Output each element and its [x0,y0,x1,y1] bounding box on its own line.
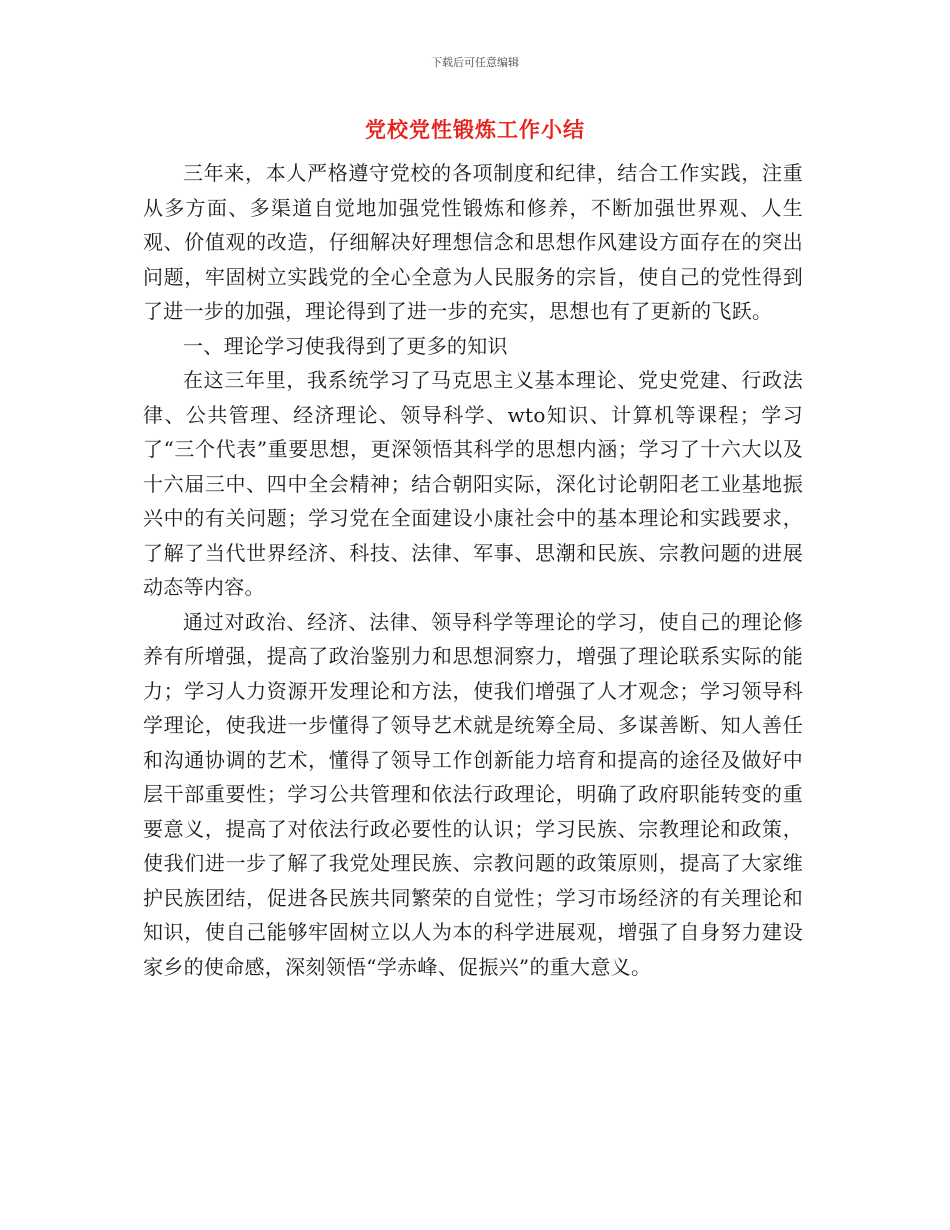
section-heading-1: 一、理论学习使我得到了更多的知识 [183,333,508,358]
paragraph-study-content: 在这三年里，我系统学习了马克思主义基本理论、党史党建、行政法律、公共管理、经济理论、领导科学、wto知识、计算机等课程；学习了“三个代表”重要思想，更深领悟其科学的思想内涵；学习了十六大以及十六届三中、四中全会精神；结合朝阳实际，深化讨论朝阳老工业基地振兴中的有关问题；学习党在全面建设小康社会中的基本理论和实践要求，了解了当代世界经济、科技、法律、军事、思潮和民族、宗教问题的进展动态等内容。 [143,368,803,599]
paragraph-study-outcomes: 通过对政治、经济、法律、领导科学等理论的学习，使自己的理论修养有所增强，提高了政治鉴别力和思想洞察力，增强了理论联系实际的能力；学习人力资源开发理论和方法，使我们增强了人才观念；学习领导科学理论，使我进一步懂得了领导艺术就是统筹全局、多谋善断、知人善任和沟通协调的艺术，懂得了领导工作创新能力培育和提高的途径及做好中层干部重要性；学习公共管理和依法行政理论，明确了政府职能转变的重要意义，提高了对依法行政必要性的认识；学习民族、宗教理论和政策，使我们进一步了解了我党处理民族、宗教问题的政策原则，提高了大家维护民族团结，促进各民族共同繁荣的自觉性；学习市场经济的有关理论和知识，使自己能够牢固树立以人为本的科学进展观，增强了自身努力建设家乡的使命感，深刻领悟“学赤峰、促振兴”的重大意义。 [143,609,803,979]
paragraph-intro: 三年来，本人严格遵守党校的各项制度和纪律，结合工作实践，注重从多方面、多渠道自觉地加强党性锻炼和修养，不断加强世界观、人生观、价值观的改造，仔细解决好理想信念和思想作风建设方面存在的突出问题，牢固树立实践党的全心全意为人民服务的宗旨，使自己的党性得到了进一步的加强，理论得到了进一步的充实，思想也有了更新的飞跃。 [143,161,803,323]
header-note: 下载后可任意编辑 [431,56,519,69]
document-title: 党校党性锻炼工作小结 [365,118,585,142]
document-body [143,156,803,984]
